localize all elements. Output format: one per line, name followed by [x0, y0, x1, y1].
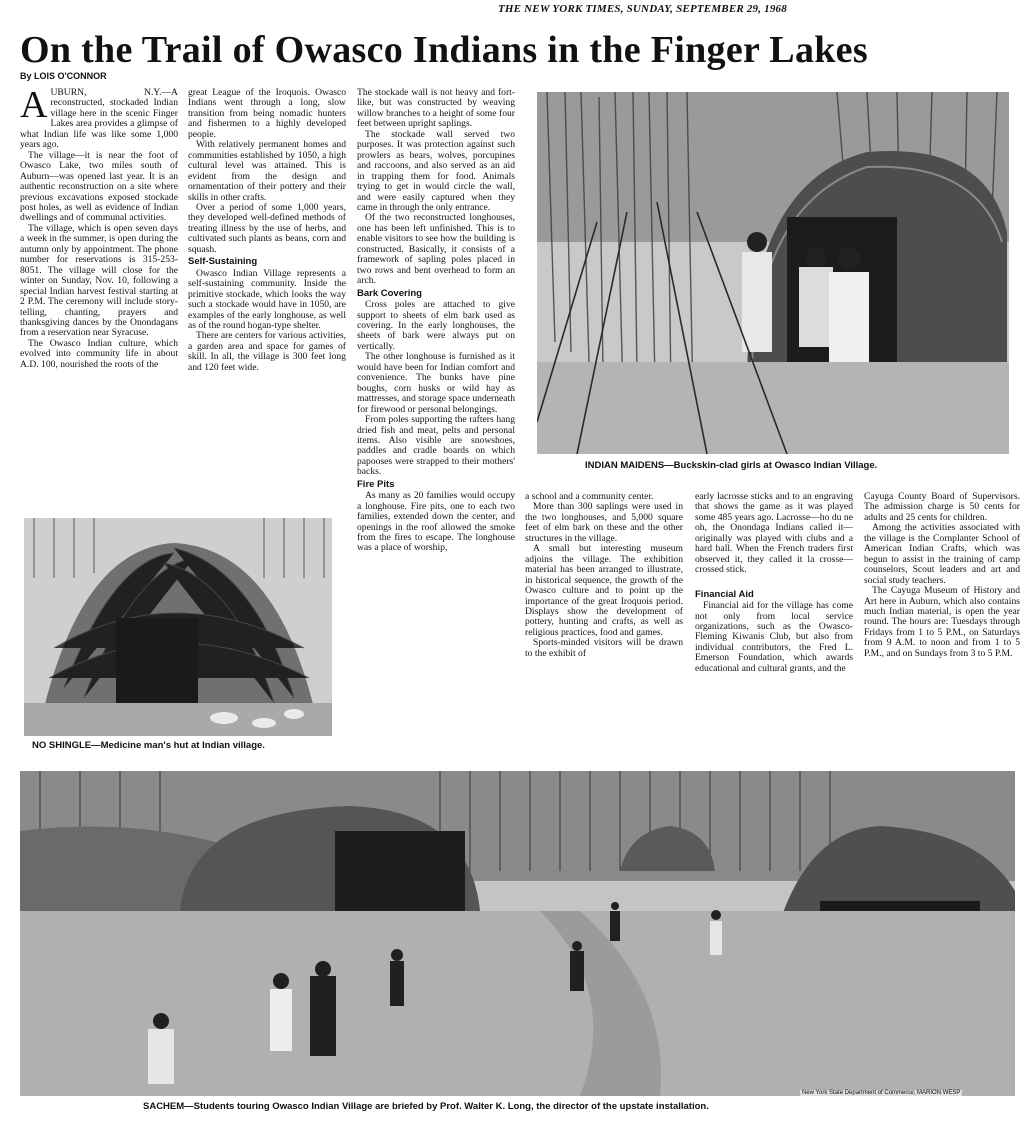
caption-no-shingle: NO SHINGLE—Medicine man's hut at Indian village.: [32, 740, 265, 751]
paragraph: From poles supporting the rafters hang dried fish and meat, pelts and personal items. Also visible are snowshoes, paddles and cradle boards on which papooses were strapped to their mothers' backs.: [357, 414, 515, 478]
paragraph: The village—it is near the foot of Owasco Lake, two miles south of Auburn—was opened last year. It is an authentic reconstruction on a site where previous excavations exposed stockade post holes, as well as evidence of Indian dwellings and of communal activities.: [20, 149, 178, 224]
article-column-1: [20, 88, 178, 500]
paragraph: The other longhouse is furnished as it would have been for Indian comfort and convenience. The bunks have pine boughs, corn husks or wild hay as mattresses, and storage space underneath for firewood or personal belongings.: [357, 351, 515, 415]
hut-photo-image: [24, 518, 332, 736]
article-column-5: [695, 492, 853, 750]
paragraph: Owasco Indian Village represents a self-sustaining community. Inside the primitive stockade, which looks the way such a stockade would have in 1050, are examples of the early longhouse, as well as of the round hogan-type shelter.: [188, 267, 346, 331]
paragraph: Of the two reconstructed longhouses, one has been left unfinished. This is to enable visitors to see how the building is constructed. Basically, it consists of a framework of sapling poles placed in two rows and bent overhead to form an arch.: [357, 212, 515, 287]
paragraph: UBURN, N.Y.—A reconstructed, stockaded Indian village here in the scenic Finger Lakes area provides a glimpse of what Indian life was like some 1,000 years ago.: [20, 88, 178, 151]
masthead: THE NEW YORK TIMES, SUNDAY, SEPTEMBER 29, 1968: [498, 3, 787, 15]
article-column-3: [357, 88, 515, 750]
paragraph: The stockade wall is not heavy and fort-like, but was constructed by weaving willow branches to a height of some four feet between upright saplings.: [357, 88, 515, 130]
byline: By LOIS O'CONNOR: [20, 71, 107, 81]
paragraph: As many as 20 families would occupy a longhouse. Fire pits, one to each two families, extended down the center, and openings in the roof allowed the smoke from the fires to escape. The longhouse was a place of worship,: [357, 490, 515, 554]
paragraph: The village, which is open seven days a week in the summer, is open during the autumn only by appointment. The phone number for reservations is 315-253-8051. The village will close for the winter on Sunday, Nov. 10, following a special Indian harvest festival starting at 2 P.M. The ceremony will include story-telling, chanting, prayers and thanksgiving dances by the Onondagans from a reservation near Syracuse.: [20, 222, 178, 339]
headline: On the Trail of Owasco Indians in the Finger Lakes: [20, 29, 868, 71]
paragraph: early lacrosse sticks and to an engraving that shows the game as it was played some 485 years ago. Lacrosse—ho du ne oh, the Onondaga Indians called it—originally was played with clubs and a hard ball. When the French traders first observed it, they called it la crosse—crossed stick.: [695, 492, 853, 576]
paragraph: Financial aid for the village has come not only from local service organizations, such as the Owasco-Fleming Kiwanis Club, but also from individual contributors, the Fred L. Emerson Foundation, which awards educational and cultural grants, and the: [695, 600, 853, 674]
caption-indian-maidens: INDIAN MAIDENS—Buckskin-clad girls at Owasco Indian Village.: [585, 460, 878, 471]
paragraph: Cayuga County Board of Supervisors. The admission charge is 50 cents for adults and 25 cents for children.: [864, 492, 1020, 523]
article-column-6: [864, 492, 1020, 750]
photo-medicine-hut: [24, 518, 332, 736]
paragraph: More than 300 saplings were used in the two longhouses, and 5,000 square feet of elm bark on these and the other structures in the village.: [525, 501, 683, 544]
maidens-photo-image: [537, 92, 1009, 454]
drop-cap: A: [20, 88, 48, 126]
subhead: Fire Pits: [357, 478, 395, 490]
paragraph: a school and a community center.: [525, 492, 654, 502]
photo-credit: New York State Department of Commerce; MARION WESP: [802, 1090, 961, 1096]
caption-sachem: SACHEM—Students touring Owasco Indian Village are briefed by Prof. Walter K. Long, the director of the upstate installation.: [143, 1101, 709, 1112]
paragraph: The Owasco Indian culture, which evolved into community life in about A.D. 100, nourished the roots of the: [20, 337, 178, 370]
paragraph: great League of the Iroquois. Owasco Indians went through a long, slow transition from being nomadic hunters and fishermen to a highly developed people.: [188, 88, 346, 140]
paragraph: Sports-minded visitors will be drawn to the exhibit of: [525, 637, 683, 659]
paragraph: The Cayuga Museum of History and Art here in Auburn, which also contains much Indian material, is open the year round. The hours are: Tuesdays through Fridays from 1 to 5 P.M., on Saturdays from 9 A.M. to noon and from 1 to 5 P.M., and on Sundays from 3 to 5 P.M.: [864, 585, 1020, 659]
photo-indian-maidens: [537, 92, 1009, 454]
paragraph: The stockade wall served two purposes. It was protection against such prowlers as bears, wolves, porcupines and raccoons, and also served as an aid in trapping them for food. Animals trying to get in would circle the wall, and were easily captured when they came in through the only entrance.: [357, 128, 515, 213]
article-column-2: [188, 88, 346, 500]
paragraph: There are centers for various activities, a garden area and space for games of skill. In all, the village is 300 feet long and 120 feet wide.: [188, 330, 346, 373]
subhead: Self-Sustaining: [188, 256, 258, 268]
paragraph: Over a period of some 1,000 years, they developed well-defined methods of treating illness by the use of herbs, and cultivated such plants as beans, corn and squash.: [188, 201, 346, 255]
sachem-photo-image: [20, 771, 1015, 1096]
article-column-4: [525, 492, 683, 750]
paragraph: A small but interesting museum adjoins the village. The exhibition material has been arranged to illustrate, in historical sequence, the growth of the Owasco culture and to point up the importance of the great Iroquois period. Displays show the development of pottery, hunting and crafts, as well as religious practices, food and games.: [525, 543, 683, 638]
subhead: Bark Covering: [357, 287, 422, 299]
paragraph: Among the activities associated with the village is the Cornplanter School of American Indian Crafts, which was begun to assist in the training of camp counselors, Scout leaders and art and social study teachers.: [864, 522, 1020, 586]
photo-sachem: [20, 771, 1015, 1096]
subhead: Financial Aid: [695, 588, 754, 600]
paragraph: Cross poles are attached to give support to sheets of elm bark used as covering. In the early longhouses, the sheets of bark were always put on vertically.: [357, 299, 515, 352]
paragraph: With relatively permanent homes and communities established by 1050, a high cultural level was attained. This is evident from the design and ornamentation of their pottery and their skills in other crafts.: [188, 139, 346, 203]
